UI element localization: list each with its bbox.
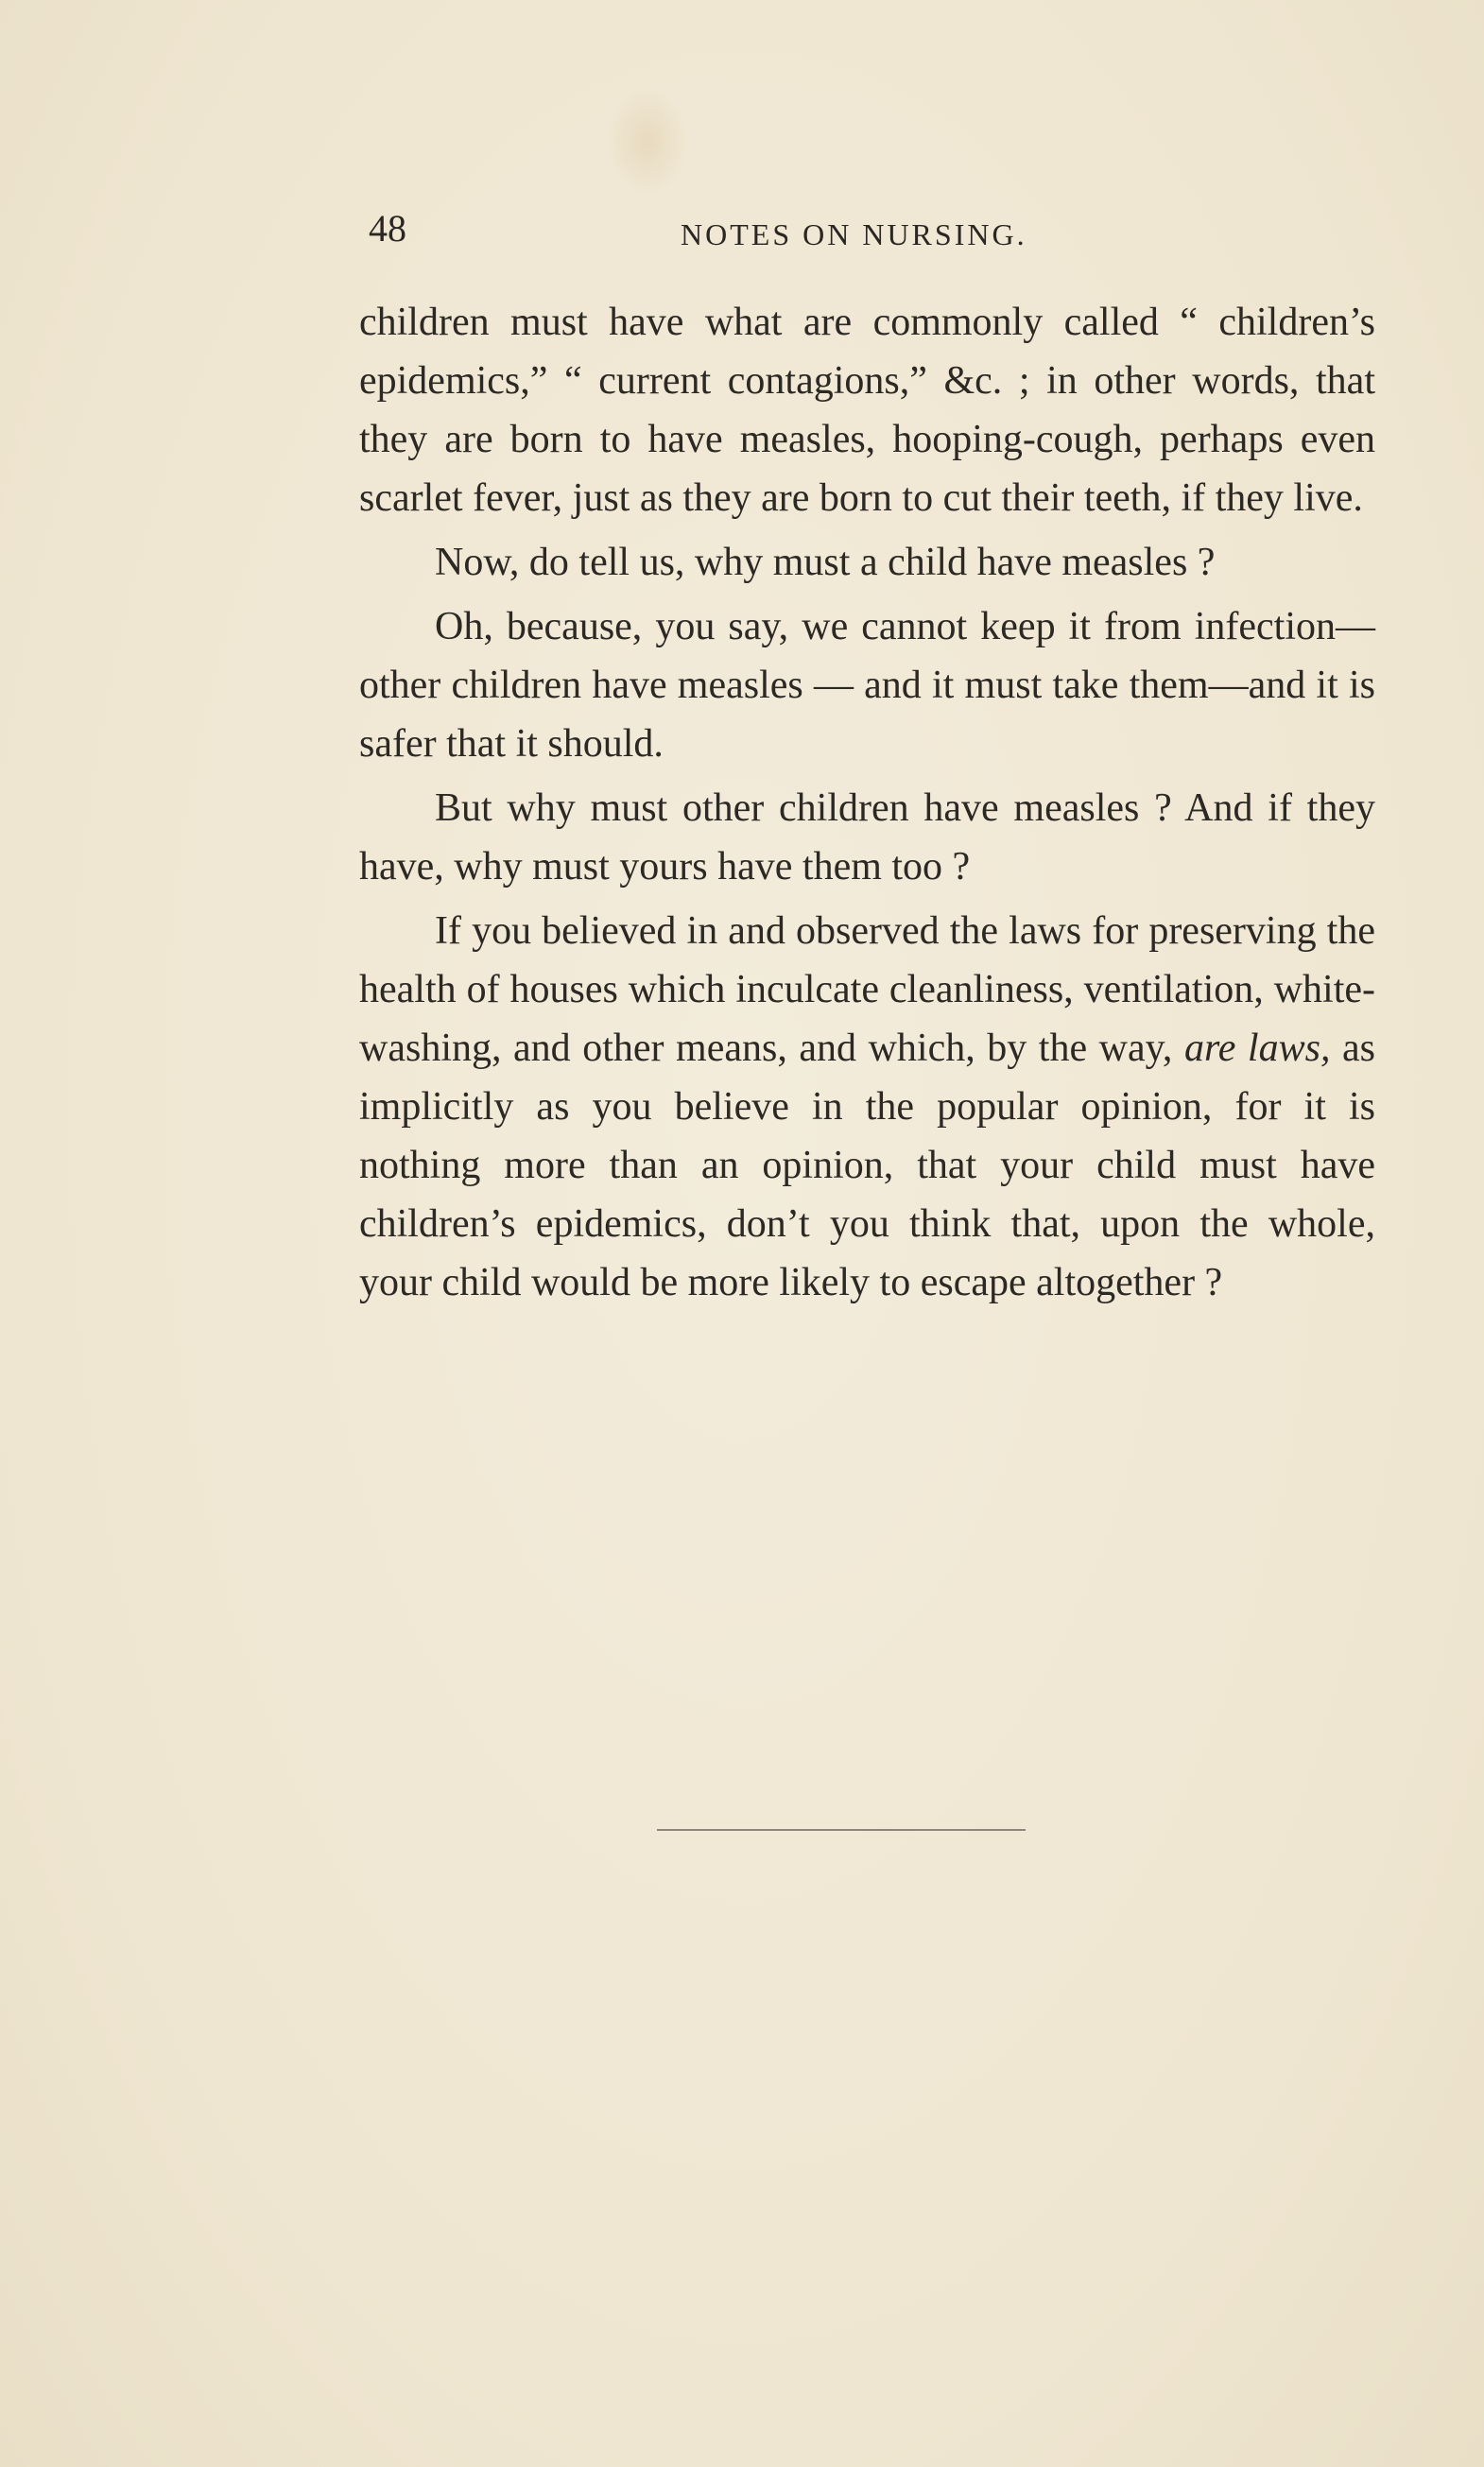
paragraph-5-italic: are laws, <box>1183 1026 1331 1070</box>
running-title: NOTES ON NURSING. <box>681 217 1027 251</box>
body-text <box>359 293 1375 1312</box>
paragraph-2: Now, do tell us, why must a child have measles ? <box>435 541 1216 584</box>
paragraph-5-part-1: If you believed in and observed the laws for preserving the health of houses which inculcate cleanliness, ventilation, white-washing, and other means, and which, by the way, <box>359 909 1375 1070</box>
paragraph-5-part-2: as implicitly as you believe in the popular opinion, for it is nothing more than an opinion, that your child must have children’s epidemics, don’t you think that, upon the whole, your child would be more likely to escape altogether ? <box>359 1026 1375 1304</box>
running-head <box>369 198 1371 265</box>
paragraph-4: But why must other children have measles ? And if they have, why must yours have them too ? <box>359 786 1375 888</box>
paragraph-1: children must have what are commonly called “ children’s epidemics,” “ current contagions,” &c. ; in other words, that they are born to have measles, hooping-cough, perhaps even scarlet fever, just as they are born to cut their teeth, if they live. <box>359 301 1375 520</box>
paragraph-5 <box>359 902 1375 1312</box>
paragraph-3: Oh, because, you say, we cannot keep it from infection—other children have measles — and it must take them—and it is safer that it should. <box>359 605 1375 766</box>
section-end-rule <box>657 1829 1026 1831</box>
page-number: 48 <box>369 207 406 250</box>
